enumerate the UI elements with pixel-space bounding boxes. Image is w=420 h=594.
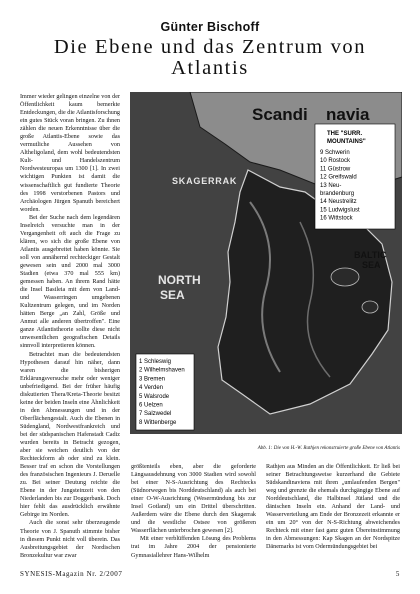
legend-entry: 1 Schleswig [139, 359, 172, 365]
legend-entry: 14 Neustrelitz [320, 199, 357, 206]
label-surr-mountains: MOUNTAINS" [327, 139, 366, 145]
legend-entry: 4 Verden [139, 385, 164, 392]
paragraph: Bei der Suche nach dem legendären Inselreich versuchte man in der Vergangenheit oft auch die Frage zu klären, wo sich die große Ebene von Atlantis ausgebreitet haben könnte. Sie soll von annähernd rechteckiger Gestalt gewesen sein und 2000 mal 3000 Stadien (etwa 370 mal 555 km) gemessen haben. An ihrem Rand hätte die Insel Basileia mit dem von Land- und Wasserringen umgebenen Kultzentrum gelegen, und im Norden hätten Berge „an Zahl, Größe und Anmut alle anderen übertroffen". Eine ganze Atlantistheorie sollte diese nicht unwesentlichen geografischen Details sinnvoll interpretieren können. [20, 214, 120, 350]
magazine-issue: SYNESIS-Magazin Nr. 2/2007 [20, 570, 123, 578]
label-skagerrak: SKAGERRAK [172, 176, 238, 186]
legend-entry: 12 Greifswald [320, 174, 357, 181]
paragraph: Immer wieder gelingen einzelne von der Öffentlichkeit kaum bemerkte Entdeckungen, die die Atlantisforschung ein gutes Stück voran bringen. Zu ihnen zählen die neuen Erkenntnisse über die große Atlantis-Ebene sowie das vermutliche Aussehen von Altheligoland, dem wohl bedeutendsten Kult- und Handelszentrum Nordwesteuropas um 1300 [1]. In zwei wichtigen Punkten ist damit die wissenschaftlich gut fundierte Theorie des 1998 verstorbenen Pastors und Archäologen Jürgen Spanuth bereichert worden. [20, 94, 120, 213]
legend-entry: 13 Neu- [320, 182, 342, 189]
paragraph: Betrachtet man die bedeutendsten Hypothesen darauf hin näher, dann waren die bisherigen Erklärungsversuche mehr oder weniger unbefriedigend. Bei der früher häufig diskutierten Thera/Kreta-Theorie besitzt keine der beiden Inseln eine Ähnlichkeit in den Abmessungen und in der Oberflächengestalt. Auch die Ebenen in Südengland, Nordwestfrankreich und bei der südspanischen Hafenstadt Cadiz wurden bereits in Betracht gezogen, aber sie weichen deutlich von der Rechteckform ab oder sind zu klein. Besser traf en schon die Vorstellungen des französischen Ingenieurs J. Deruelle zu. Bei seiner Deutung reichte die Ebene in der Jungsteinzeit von den Niederlanden bis zur Doggerbank. Doch hier fehlt das ausdrücklich erwähnte Gebirge im Norden. [20, 351, 120, 519]
article-title: Die Ebene und das Zentrum von Atlantis [53, 36, 367, 79]
legend-entry: 11 Güstrow [320, 166, 351, 173]
text-column-3 [266, 463, 400, 552]
label-baltic-sea: SEA [362, 260, 381, 270]
legend-entry: brandenburg [320, 191, 355, 197]
paragraph: Auch die sonst sehr überzeugende Theorie von J. Spanuth stimmte bisher in diesem Punkt nicht voll überein. Das Ausbreitungsgebiet der Nordischen Bronzekultur war zwar [20, 520, 120, 559]
legend-entry: 5 Walsrode [139, 393, 170, 400]
paragraph: Rathjen aus Minden an die Öffentlichkeit. Er ließ bei seiner Betrachtungsweise kurzerhand die Gebiete Südskandinaviens mit ihren „umlaufenden Bergen" weg und grenzte die ehemals durchgängige Ebene auf Norddeutschland, die Halbinsel Jütland und die dänischen Inseln ein. Anhand der Land- und Wasserverteilung am Ende der Bronzezeit erkannte er ein um 20° von der N-S-Richtung abweichendes Rechteck mit einer fast ganz guten Übereinstimmung in den Abmessungen: Kap Skagen an der Nordspitze Dänemarks ist vom Odermündungsgebiet bei [266, 464, 400, 551]
paragraph: größtenteils eben, aber die geforderte Längsausdehnung von 3000 Stadien wird sowohl bei einer N-S-Ausrichtung des Rechtecks (Südnorwegen bis Norddeutschland) als auch bei einer O-W-Ausrichtung (Wesermündung bis zur Insel Gotland) um ein Drittel überschritten. Außerdem wäre die Ebene durch den Skagerrak und die westliche Ostsee von größeren Wasserflächen unterbrochen gewesen [2]. [131, 464, 256, 535]
page-number: 5 [395, 570, 400, 578]
legend-entry: 3 Bremen [139, 376, 166, 383]
label-surr-mountains: THE "SURR. [327, 131, 363, 137]
legend-entry: 8 Wittenberge [139, 419, 177, 426]
label-baltic: BALTIC [354, 250, 387, 260]
legend-entry: 16 Wittstock [320, 215, 353, 222]
paragraph: Mit einer verblüffenden Lösung des Problems trat im Jahre 2004 der pensionierte Gymnasiallehrer Hans-Wilhelm [131, 536, 256, 559]
legend-entry: 2 Wilhelmshaven [139, 367, 185, 374]
label-sea: SEA [160, 288, 185, 302]
label-scandinavia-right: navia [326, 105, 370, 124]
label-scandinavia-left: Scandi [252, 105, 308, 124]
legend-box-left [136, 354, 194, 430]
legend-entry: 10 Rostock [320, 158, 351, 165]
article-author: Günter Bischoff [160, 20, 260, 34]
map-illustration [130, 92, 402, 434]
page-footer [20, 570, 400, 582]
legend-entry: 9 Schwerin [320, 150, 350, 156]
text-column-1 [20, 93, 120, 560]
legend-entry: 15 Ludwigslust [320, 207, 360, 214]
legend-entry: 6 Uelzen [139, 402, 163, 409]
text-column-2 [131, 463, 256, 560]
figure-caption: Abb. 1: Die von H.-W. Rathjen rekonstruierte große Ebene von Atlantis [257, 446, 400, 451]
legend-entry: 7 Salzwedel [139, 411, 172, 418]
map-figure [130, 92, 402, 434]
label-north: NORTH [158, 273, 201, 287]
